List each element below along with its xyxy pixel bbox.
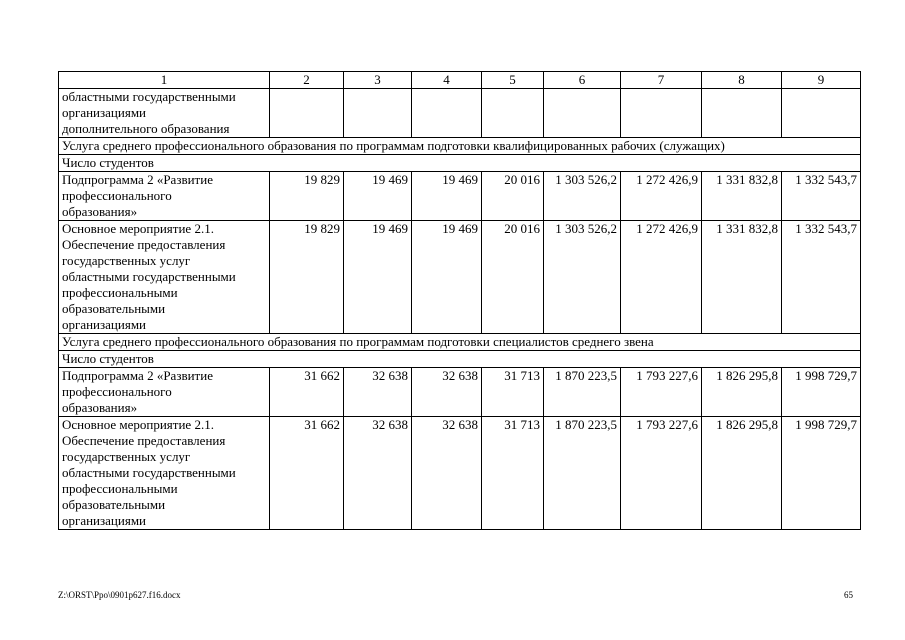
value-cell: 1 332 543,7	[782, 221, 861, 334]
value-cell: 19 469	[412, 221, 482, 334]
value-cell	[270, 89, 344, 138]
value-cell: 1 303 526,2	[544, 172, 621, 221]
row-label: областными государственными организациями дополнительного образования	[59, 89, 270, 138]
section-title: Число студентов	[59, 351, 861, 368]
value-cell: 1 793 227,6	[621, 417, 702, 530]
value-cell: 31 662	[270, 417, 344, 530]
value-cell	[344, 89, 412, 138]
value-cell: 1 331 832,8	[702, 172, 782, 221]
value-cell: 1 998 729,7	[782, 417, 861, 530]
value-cell	[544, 89, 621, 138]
table-row	[59, 368, 861, 417]
value-cell	[412, 89, 482, 138]
section-row	[59, 351, 861, 368]
value-cell: 1 793 227,6	[621, 368, 702, 417]
table-row	[59, 417, 861, 530]
value-cell: 31 662	[270, 368, 344, 417]
section-row	[59, 155, 861, 172]
header-cell-5: 5	[482, 72, 544, 89]
value-cell: 32 638	[344, 368, 412, 417]
value-cell	[702, 89, 782, 138]
header-cell-6: 6	[544, 72, 621, 89]
row-label: Подпрограмма 2 «Развитие профессионального образования»	[59, 368, 270, 417]
value-cell: 1 998 729,7	[782, 368, 861, 417]
value-cell: 19 469	[344, 221, 412, 334]
footer-page-number: 65	[844, 590, 853, 600]
row-label: Основное мероприятие 2.1. Обеспечение предоставления государственных услуг областными государственными профессиональными образовательными организациями	[59, 417, 270, 530]
header-cell-3: 3	[344, 72, 412, 89]
header-cell-7: 7	[621, 72, 702, 89]
value-cell	[482, 89, 544, 138]
value-cell: 19 829	[270, 172, 344, 221]
header-cell-8: 8	[702, 72, 782, 89]
footer-file-path: Z:\ORST\Ppo\0901p627.f16.docx	[58, 590, 181, 600]
data-table	[58, 71, 861, 530]
value-cell: 32 638	[412, 368, 482, 417]
row-label: Подпрограмма 2 «Развитие профессионального образования»	[59, 172, 270, 221]
value-cell: 32 638	[344, 417, 412, 530]
value-cell: 1 870 223,5	[544, 417, 621, 530]
value-cell	[621, 89, 702, 138]
value-cell: 1 331 832,8	[702, 221, 782, 334]
value-cell: 1 303 526,2	[544, 221, 621, 334]
value-cell: 1 272 426,9	[621, 221, 702, 334]
value-cell: 1 332 543,7	[782, 172, 861, 221]
value-cell: 1 870 223,5	[544, 368, 621, 417]
value-cell	[782, 89, 861, 138]
section-title: Число студентов	[59, 155, 861, 172]
section-title: Услуга среднего профессионального образования по программам подготовки специалистов среднего звена	[59, 334, 861, 351]
value-cell: 19 829	[270, 221, 344, 334]
value-cell: 1 272 426,9	[621, 172, 702, 221]
header-cell-1: 1	[59, 72, 270, 89]
value-cell: 32 638	[412, 417, 482, 530]
header-cell-2: 2	[270, 72, 344, 89]
table-body	[59, 72, 861, 530]
value-cell: 31 713	[482, 368, 544, 417]
table-row	[59, 89, 861, 138]
value-cell: 19 469	[344, 172, 412, 221]
value-cell: 1 826 295,8	[702, 368, 782, 417]
value-cell: 31 713	[482, 417, 544, 530]
section-row	[59, 138, 861, 155]
value-cell: 20 016	[482, 172, 544, 221]
table-header-row	[59, 72, 861, 89]
header-cell-9: 9	[782, 72, 861, 89]
table-row	[59, 221, 861, 334]
row-label: Основное мероприятие 2.1. Обеспечение предоставления государственных услуг областными государственными профессиональными образовательными организациями	[59, 221, 270, 334]
value-cell: 1 826 295,8	[702, 417, 782, 530]
value-cell: 20 016	[482, 221, 544, 334]
table-row	[59, 172, 861, 221]
value-cell: 19 469	[412, 172, 482, 221]
section-title: Услуга среднего профессионального образования по программам подготовки квалифицированных рабочих (служащих)	[59, 138, 861, 155]
header-cell-4: 4	[412, 72, 482, 89]
section-row	[59, 334, 861, 351]
